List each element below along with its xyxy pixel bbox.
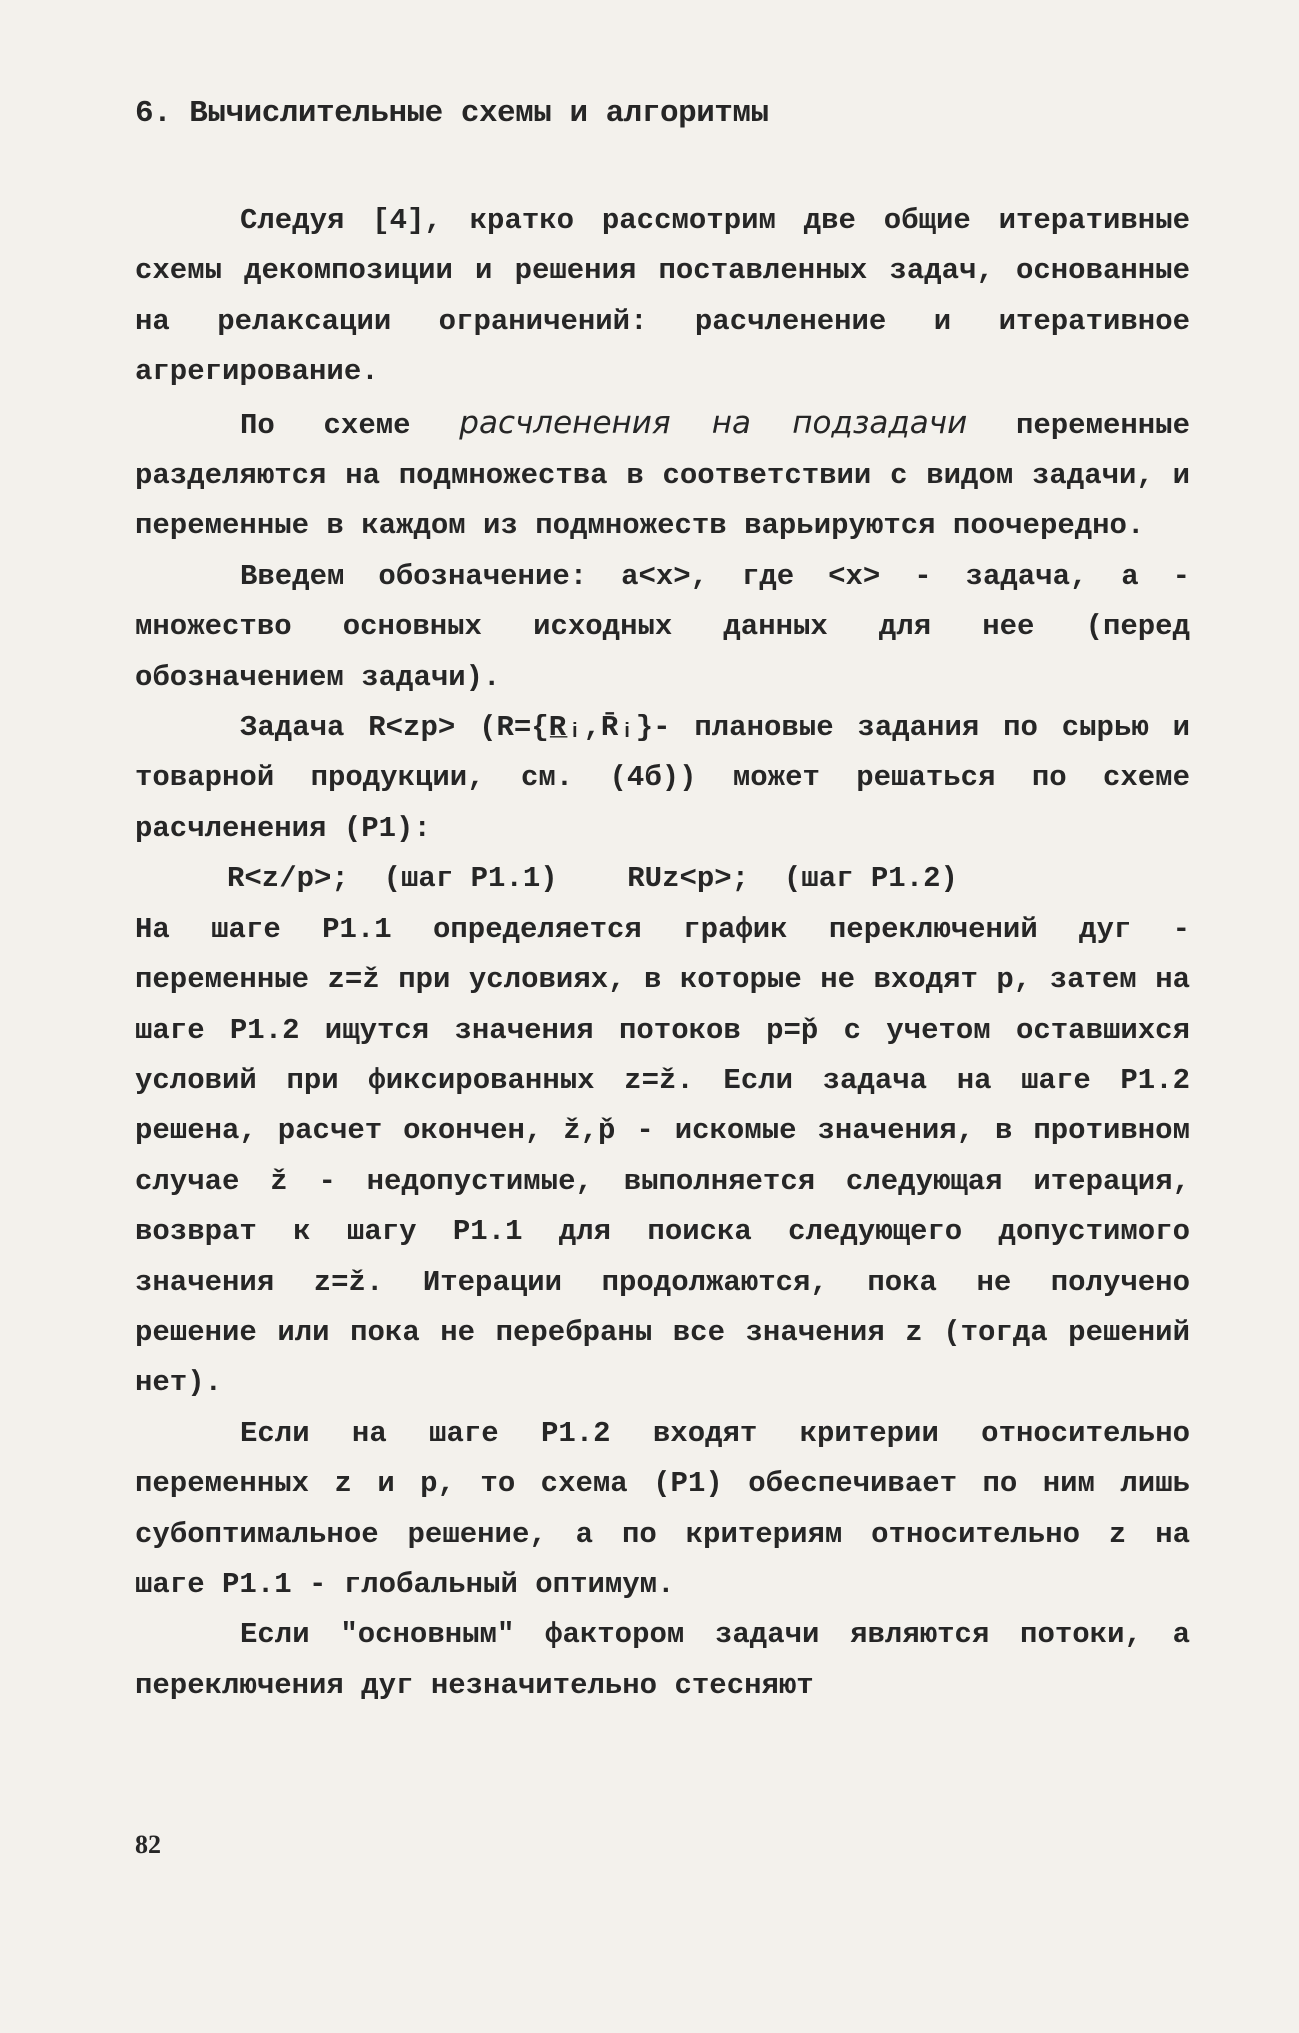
paragraph-5: На шаге P1.1 определяется график переключений дуг - переменные z=ž при условиях, в которые не входят p, затем на шаге P1.2 ищутся значения потоков p=p̌ с учетом оставшихся условий при фиксированных z=ž. Если задача на шаге P1.2 решена, расчет окончен, ž,p̌ - искомые значения, в противном случае ž - недопустимые, выполняется следующая итерация, возврат к шагу P1.1 для поиска следующего допустимого значения z=ž. Итерации продолжаются, пока не получено решение или пока не перебраны все значения z (тогда решений нет). bbox=[135, 912, 1190, 1400]
paragraph-6: Если на шаге P1.2 входят критерии относительно переменных z и p, то схема (P1) обеспечивает по ним лишь субоптимальное решение, а по критериям относительно z на шаге P1.1 - глобальный оптимум. bbox=[135, 1416, 1190, 1601]
paragraph-7: Если "основным" фактором задачи являются потоки, а переключения дуг незначительно стесняют bbox=[135, 1618, 1190, 1702]
paragraph-2 bbox=[135, 398, 1190, 552]
emphasis-term: расчленения на подзадачи bbox=[459, 404, 968, 441]
paragraph-2-end: переменные разделяются на подмножества в соответствии с видом задачи, и переменные в каждом из подмножеств варьируются поочередно. bbox=[135, 408, 1190, 543]
paragraph-1: Следуя [4], кратко рассмотрим две общие итеративные схемы декомпозиции и решения поставленных задач, основанные на релаксации ограничений: расчленение и итеративное агрегирование. bbox=[135, 204, 1190, 389]
paragraph-2-start: По схеме bbox=[240, 408, 460, 442]
formula-line: R<z/p>; (шаг P1.1) RUz<p>; (шаг P1.2) bbox=[227, 862, 958, 896]
paragraph-4: Задача R<zp> (R={R̲ᵢ,R̄ᵢ}- плановые задания по сырью и товарной продукции, см. (4б)) может решаться по схеме расчленения (P1): bbox=[135, 711, 1190, 845]
section-heading: 6. Вычислительные схемы и алгоритмы bbox=[135, 96, 769, 131]
body-text bbox=[135, 196, 1190, 1711]
page-number: 82 bbox=[135, 1830, 161, 1859]
paragraph-3: Введем обозначение: a<x>, где <x> - задача, а - множество основных исходных данных для нее (перед обозначением задачи). bbox=[135, 559, 1190, 694]
